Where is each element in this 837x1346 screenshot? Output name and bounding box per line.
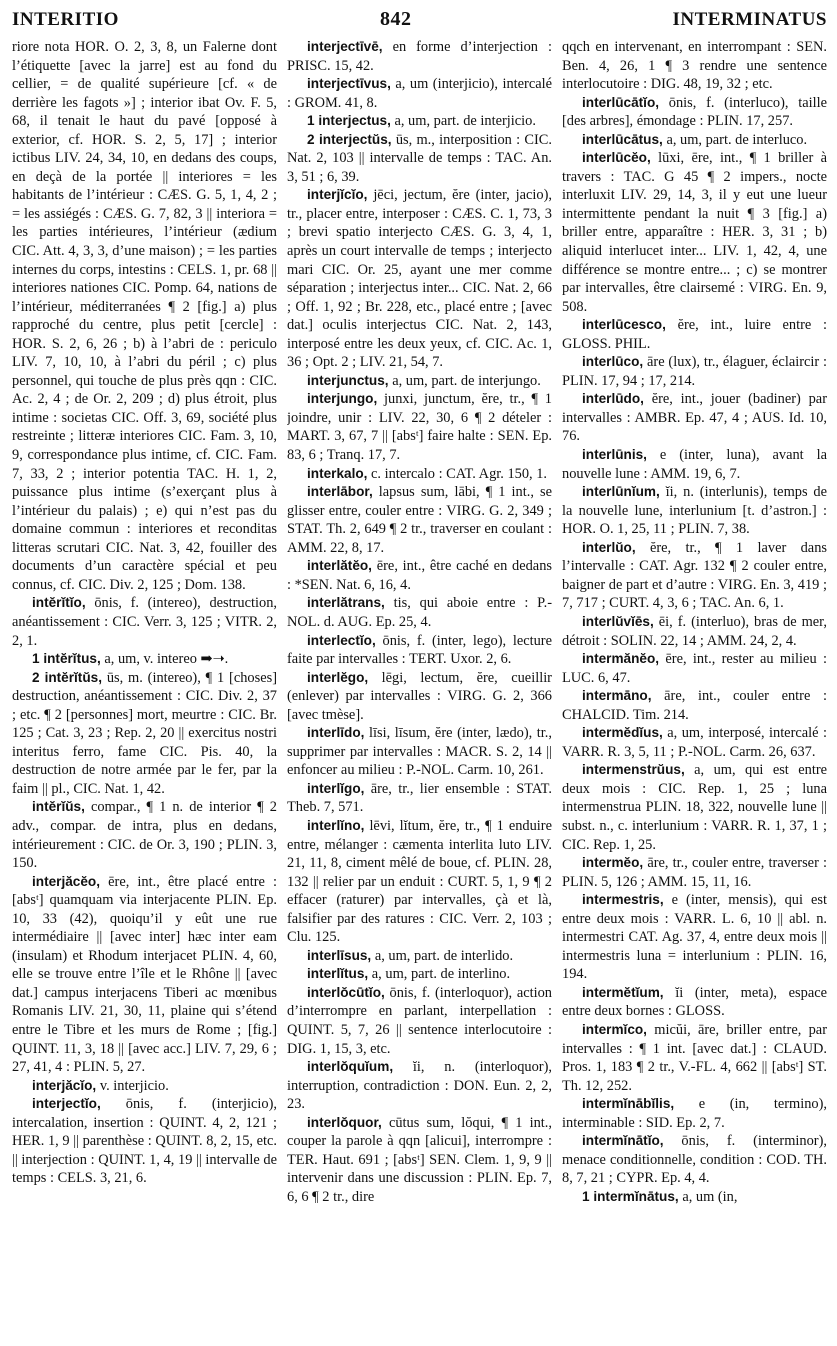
- entry-headword: interlūcātĭo,: [582, 94, 660, 110]
- dictionary-entry: [287, 483, 552, 557]
- entry-definition: a, um, part. de interlido.: [374, 947, 514, 964]
- dictionary-entry: [562, 1095, 827, 1132]
- dictionary-entry: [287, 557, 552, 594]
- entry-definition: micŭi, āre, briller entre, par intervalles : ¶ 1 int. [avec dat.] : CLAUD. Pros. 1, 183 ¶ 2 tr., V.-FL. 4, 662 || [absᵗ] ST. Th. 12, 252.: [562, 1021, 827, 1094]
- dictionary-entry: [287, 1058, 552, 1114]
- entry-headword: interlūnĭum,: [582, 484, 660, 500]
- dictionary-entry: [287, 131, 552, 187]
- dictionary-entry: [287, 372, 552, 391]
- dictionary-entry: [287, 38, 552, 75]
- dictionary-entry: [287, 465, 552, 484]
- dictionary-entry: [562, 94, 827, 131]
- entry-definition: ōnis, f. (interminor), menace conditionnelle, condition : COD. TH. 8, 7, 21 ; CYPR. Ep. 4, 4.: [562, 1133, 827, 1187]
- entry-headword: 1 intĕrĭtus,: [32, 651, 101, 667]
- entry-definition: ĕre, int., luire entre : GLOSS. PHIL.: [562, 317, 827, 352]
- entry-headword: intermĕtĭum,: [582, 984, 664, 1000]
- dictionary-entry: [12, 594, 277, 650]
- entry-headword: interjăcĕo,: [32, 873, 100, 889]
- entry-headword: interlătĕo,: [307, 558, 372, 574]
- header-right-guideword: INTERMINATUS: [672, 9, 827, 30]
- entry-definition: junxi, junctum, ĕre, tr., ¶ 1 joindre, unir : LIV. 22, 30, 6 ¶ 2 dételer : MART. 3, 67, 7 || [absᵗ] faire halte : SEN. Ep. 83, 6 ; Tranq. 17, 7.: [287, 391, 552, 464]
- entry-headword: interlūnis,: [582, 447, 647, 463]
- entry-headword: interlūcātus,: [582, 131, 663, 147]
- entry-headword: interjungo,: [307, 391, 378, 407]
- entry-definition: āre, int., couler entre : CHALCID. Tim. 214.: [562, 688, 827, 723]
- entry-definition: e (inter, luna), avant la nouvelle lune : AMM. 19, 6, 7.: [562, 447, 827, 482]
- entry-definition: a, um, qui est entre deux mois : CIC. Rep. 1, 25 ; luna intermenstrua PLIN. 18, 322, nouvelle lune || subst. n., c. interlunium : VARR. R. 1, 37, 1 ; CIC. Rep. 1, 25.: [562, 762, 827, 853]
- dictionary-entry: [12, 38, 277, 594]
- entry-headword: interlūco,: [582, 354, 644, 370]
- dictionary-entry: [12, 650, 277, 669]
- entry-headword: interlŭvĭēs,: [582, 613, 654, 629]
- entry-headword: interlătrans,: [307, 595, 385, 611]
- dictionary-entry: [287, 780, 552, 817]
- entry-headword: interkalo,: [307, 465, 368, 481]
- entry-headword: interjĭcĭo,: [307, 187, 368, 203]
- entry-headword: interlūcesco,: [582, 317, 666, 333]
- column-2: [287, 38, 552, 1338]
- entry-definition: lapsus sum, lābi, ¶ 1 int., se glisser entre, couler entre : VIRG. G. 2, 349 ; STAT. Th. 2, 649 ¶ 2 tr., traverser en coulant : AMM. 22, 8, 17.: [287, 484, 552, 556]
- dictionary-entry: [562, 446, 827, 483]
- entry-definition: āre, tr., lier ensemble : STAT. Theb. 7, 571.: [287, 780, 552, 816]
- dictionary-entry: [562, 854, 827, 891]
- dictionary-entry: [562, 724, 827, 761]
- entry-definition: jēci, jectum, ĕre (inter, jacio), tr., placer entre, interposer : CÆS. C. 1, 73, 3 ; brevi spatio interjecto CÆS. G. 3, 4, 1, après un court intervalle de temps ; interjecto mari CIC. Or. 25, ayant une mer comme séparation ; interjectus inter... CIC. Nat. 2, 66 ; Off. 1, 92 ; Br. 228, etc., placé entre ; [avec dat.] oculis interjectus CIC. Nat. 2, 143, interposé entre les deux yeux, cf. CIC. Ac. 1, 36 ; Opt. 2 ; LIV. 21, 54, 7.: [287, 187, 552, 371]
- entry-headword: 1 interjectus,: [307, 113, 391, 129]
- entry-headword: interlĭgo,: [307, 780, 365, 796]
- entry-definition: en forme d’interjection : PRISC. 15, 42.: [287, 39, 552, 74]
- dictionary-entry: [562, 1021, 827, 1095]
- entry-definition: āre (lux), tr., élaguer, éclaircir : PLIN. 17, 94 ; 17, 214.: [562, 354, 827, 389]
- dictionary-entry: [562, 761, 827, 854]
- dictionary-entry: [562, 539, 827, 613]
- entry-definition: qqch en intervenant, en interrompant : SEN. Ben. 4, 26, 1 ¶ 3 rendre une sentence interlocutoire : DIG. 48, 19, 32 ; etc.: [562, 39, 827, 93]
- entry-headword: interlŏquĭum,: [307, 1059, 394, 1075]
- entry-definition: līsi, līsum, ĕre (inter, lædo), tr., supprimer par intervalles : MACR. S. 2, 14 || enfoncer au milieu : P.-NOL. Carm. 10, 261.: [287, 725, 552, 779]
- dictionary-entry: [287, 984, 552, 1058]
- dictionary-entry: [287, 817, 552, 947]
- entry-definition: ūs, m., interposition : CIC. Nat. 2, 103 || intervalle de temps : TAC. An. 3, 51 ; 6, 39.: [287, 131, 552, 185]
- entry-definition: riore nota HOR. O. 2, 3, 8, un Falerne dont l’étiquette [avec la jarre] est au fond du cellier, = de qualité supérieure [cf. « de derrière les fagots »] ; interior ibat Ov. F. 5, 68, il tenait le haut du pavé [opposé à exterior, cf. HOR. S. 2, 5, 17] ; interior ictibus LIV. 24, 34, 10, en dedans des coups, en deçà de la portée || interiores = les habitants de l’intérieur : CÆS. G. 5, 1, 4, 2 ; = les assiégés : CÆS. G. 7, 82, 3 || interiora = les parties intérieures, l’intérieur (ædium CIC. Att. 4, 3, 3, d’une maison) ; = les parties internes du corps, intestins : CELS. 1, pr. 68 || interiores nationes CIC. Pomp. 64, nations de l’intérieur, méditerranées ¶ 2 [fig.] a) plus rapproché du centre, plus petit [cercle] : HOR. S. 2, 6, 26 ; b) à l’abri de : periculo LIV. 7, 10, 10, à l’abri du péril ; c) plus personnel, qui touche de plus près qqn : CIC. Ac. 2, 4 ; de Or. 2, 209 ; d) plus étroit, plus intime : societas CIC. Off. 3, 69, société plus restreinte ; litteræ interiores CIC. Fam. 3, 10, 9, correspondance plus intime, cf. CIC. Fam. 7, 33, 2 ; interior potentia TAC. H. 1, 2, puissance plus intime (s’exerçant plus à l’intérieur du palais) ; e) qui n’est pas du domaine commun : interiores et reconditas litteras scrutari CIC. Nat. 3, 42, fouiller des documents d’un caractère spécial et peu connus, cf. CIC. Div. 2, 125 ; Dom. 138.: [12, 39, 277, 593]
- entry-definition: ĕre, int., jouer (badiner) par intervalles : AMBR. Ep. 47, 4 ; AUS. Id. 10, 76.: [562, 391, 827, 445]
- entry-headword: interlīdo,: [307, 725, 365, 741]
- entry-headword: intermĕo,: [582, 855, 644, 871]
- entry-headword: intermenstrŭus,: [582, 762, 685, 778]
- text-columns: [12, 38, 827, 1338]
- dictionary-entry: [562, 316, 827, 353]
- entry-definition: a, um, part. de interlino.: [371, 966, 511, 983]
- entry-headword: intermĭnātĭo,: [582, 1133, 664, 1149]
- entry-definition: āre, tr., couler entre, traverser : PLIN. 5, 126 ; AMM. 15, 11, 16.: [562, 855, 827, 890]
- entry-definition: ūs, m. (intereo), ¶ 1 [choses] destruction, anéantissement : CIC. Div. 2, 37 ; etc. ¶ 2 [personnes] mort, meurtre : CIC. Br. 125 ; Cat. 3, 23 ; Rep. 2, 20 || exercitus nostri interitus ferro, fame CIC. Pis. 40, la destruction de notre armée par le fer, par la faim || pl., CIC. Nat. 1, 42.: [12, 669, 277, 797]
- entry-definition: a, um, part. de interluco.: [666, 131, 808, 148]
- dictionary-entry: [12, 1095, 277, 1188]
- column-1: [12, 38, 277, 1338]
- dictionary-entry: [12, 669, 277, 799]
- dictionary-entry: [562, 483, 827, 539]
- entry-definition: ōnis, f. (interloquor), action d’interrompre en parlant, interpellation : QUINT. 5, 7, 26 || sentence interlocutoire : DIG. 1, 15, 3, etc.: [287, 984, 552, 1057]
- dictionary-entry: [562, 390, 827, 446]
- entry-definition: ēre, int., être placé entre : [absᵗ] quamquam via interjacente PLIN. Ep. 10, 33 (42), quoiqu’il y eût une rue intermédiaire || [avec inter] hæc inter eam (insulam) et Rhodum interjacet PLIN. 4, 60, elle se trouve entre l’île et le Rhône || [avec dat.] campus interjacens Tiberi ac mœnibus Romanis LIV. 21, 30, 11, plaine qui s’étend entre le Tibre et les murs de Rome ; [fig.] QUINT. 11, 3, 18 || [avec acc.] LIV. 7, 29, 6 ; 27, 41, 4 : PLIN. 5, 27.: [12, 873, 277, 1076]
- dictionary-entry: [287, 632, 552, 669]
- dictionary-entry: [287, 724, 552, 780]
- entry-definition: ōnis, f. (intereo), destruction, anéantissement : CIC. Verr. 3, 125 ; VITR. 2, 2, 1.: [12, 595, 277, 649]
- page-number: 842: [379, 8, 412, 30]
- entry-definition: a, um, interposé, intercalé : VARR. R. 3, 5, 11 ; P.-NOL. Carm. 26, 637.: [562, 725, 827, 760]
- entry-definition: ēre, int., être caché en dedans : *SEN. Nat. 6, 16, 4.: [287, 558, 552, 593]
- entry-headword: interlūcĕo,: [582, 150, 651, 166]
- entry-definition: a, um, part. de interjicio.: [394, 113, 536, 130]
- entry-headword: interlectĭo,: [307, 632, 376, 648]
- entry-headword: intermestris,: [582, 892, 664, 908]
- entry-definition: ĕre, tr., ¶ 1 laver dans l’intervalle : CAT. Agr. 132 ¶ 2 couler entre, baigner de part et d’autre : VIRG. En. 3, 419 ; 7, 717 ; CURT. 4, 3, 6 ; TAC. An. 6, 1.: [562, 539, 827, 612]
- entry-headword: interjăcĭo,: [32, 1077, 97, 1093]
- entry-headword: interlĕgo,: [307, 669, 369, 685]
- entry-definition: c. intercalo : CAT. Agr. 150, 1.: [371, 465, 548, 482]
- dictionary-entry: [287, 186, 552, 371]
- dictionary-entry: [562, 38, 827, 94]
- entry-headword: interlĭtus,: [307, 966, 369, 982]
- dictionary-entry: [12, 798, 277, 872]
- entry-definition: a, um, part. de interjungo.: [392, 372, 541, 389]
- entry-headword: interjectĭo,: [32, 1096, 101, 1112]
- dictionary-entry: [562, 687, 827, 724]
- entry-headword: interjectīvē,: [307, 39, 383, 54]
- entry-definition: ēre, int., rester au milieu : LUC. 6, 47.: [562, 651, 827, 686]
- entry-definition: ĭi, n. (interlunis), temps de la nouvelle lune, interlunium [t. d’astron.] : HOR. O. 1, 25, 11 ; PLIN. 7, 38.: [562, 484, 827, 538]
- dictionary-entry: [562, 131, 827, 150]
- entry-definition: ōnis, f. (inter, lego), lecture faite par intervalles : TERT. Uxor. 2, 6.: [287, 632, 552, 668]
- entry-definition: ōnis, f. (interjicio), intercalation, insertion : QUINT. 4, 2, 121 ; HER. 1, 9 || parenthèse : QUINT. 8, 2, 15, etc. || interjection : QUINT. 1, 4, 19 || intervalle de temps : CELS. 3, 21, 6.: [12, 1096, 277, 1187]
- dictionary-entry: [287, 1114, 552, 1207]
- entry-headword: interlīsus,: [307, 947, 372, 963]
- column-3: [562, 38, 827, 1338]
- entry-headword: intermĕdĭus,: [582, 725, 663, 741]
- entry-definition: v. interjicio.: [99, 1077, 169, 1094]
- dictionary-entry: [287, 669, 552, 725]
- entry-headword: interjectīvus,: [307, 76, 391, 92]
- entry-definition: tis, qui aboie entre : P.-NOL. d. AUG. Ep. 25, 4.: [287, 595, 552, 630]
- entry-headword: interlŭo,: [582, 539, 636, 555]
- running-header: [12, 8, 827, 38]
- entry-definition: a, um (in,: [682, 1188, 738, 1205]
- dictionary-entry: [287, 947, 552, 966]
- dictionary-entry: [562, 149, 827, 316]
- entry-headword: interlŏquor,: [307, 1114, 382, 1130]
- dictionary-entry: [287, 594, 552, 631]
- dictionary-entry: [562, 984, 827, 1021]
- dictionary-entry: [287, 390, 552, 464]
- header-left-guideword: INTERITIO: [12, 9, 119, 30]
- entry-headword: 1 intermĭnātus,: [582, 1188, 679, 1204]
- entry-headword: 2 intĕrĭtŭs,: [32, 669, 102, 685]
- entry-definition: ēi, f. (interluo), bras de mer, détroit : SOLIN. 22, 14 ; AMM. 24, 2, 4.: [562, 613, 827, 649]
- dictionary-entry: [562, 1188, 827, 1207]
- dictionary-entry: [12, 1077, 277, 1096]
- entry-definition: ĭi (inter, meta), espace entre deux bornes : GLOSS.: [562, 984, 827, 1020]
- entry-headword: interlŏcūtĭo,: [307, 984, 385, 1000]
- entry-definition: compar., ¶ 1 n. de interior ¶ 2 adv., compar. de intra, plus en dedans, intérieurement : CIC. de Or. 3, 190 ; PLIN. 3, 150.: [12, 799, 277, 872]
- entry-headword: interlūdo,: [582, 391, 644, 407]
- entry-headword: interjunctus,: [307, 372, 389, 388]
- dictionary-entry: [287, 112, 552, 131]
- entry-headword: intermāno,: [582, 688, 652, 704]
- entry-definition: lēvi, lĭtum, ĕre, tr., ¶ 1 enduire entre, mélanger : cæmenta interlita luto LIV. 21, 11, 8, ciment mêlé de boue, cf. PLIN. 28, 132 || relier par un enduit : CURT. 5, 1, 9 ¶ 2 effacer (raturer) par intervalles, çà et là, falsifier par des ratures : CIC. Verr. 2, 103 ; Clu. 125.: [287, 817, 552, 946]
- entry-headword: intermĭnābĭlis,: [582, 1096, 675, 1112]
- entry-definition: lēgi, lectum, ĕre, cueillir (enlever) par intervalles : VIRG. G. 2, 366 [avec tmèse].: [287, 669, 552, 723]
- entry-definition: e (inter, mensis), qui est entre deux mois : VARR. L. 6, 10 || abl. n. intermestri CAT. Ag. 37, 4, entre deux mois || intermestris luna = interlunium : PLIN. 16, 194.: [562, 892, 827, 983]
- entry-headword: 2 interjectŭs,: [307, 131, 392, 147]
- dictionary-entry: [562, 650, 827, 687]
- entry-headword: intĕrĭtĭo,: [32, 595, 86, 611]
- entry-headword: intermĭco,: [582, 1021, 647, 1037]
- entry-definition: a, um, v. intereo ➡➝.: [104, 651, 229, 668]
- dictionary-entry: [12, 873, 277, 1077]
- dictionary-entry: [562, 613, 827, 650]
- entry-definition: cūtus sum, lŏqui, ¶ 1 int., couper la parole à qqn [alicui], interrompre : TER. Haut. 691 ; [absᵗ] SEN. Clem. 1, 9, 9 || intervenir dans une discussion : PLIN. Ep. 7, 6, 6 ¶ 2 tr., dire: [287, 1114, 552, 1205]
- dictionary-entry: [562, 353, 827, 390]
- entry-headword: interlĭno,: [307, 817, 365, 833]
- entry-headword: intĕrĭŭs,: [32, 799, 85, 815]
- entry-definition: ōnis, f. (interluco), taille [des arbres], émondage : PLIN. 17, 257.: [562, 94, 827, 130]
- dictionary-entry: [287, 965, 552, 984]
- entry-definition: a, um (interjicio), intercalé : GROM. 41, 8.: [287, 76, 552, 111]
- dictionary-entry: [562, 891, 827, 984]
- entry-definition: lūxi, ēre, int., ¶ 1 briller à travers : TAC. G 45 ¶ 2 impers., nocte interluxit LIV. 29, 14, 3, il y eut une lueur intermittente pendant la nuit ¶ 3 [fig.] a) briller entre, apparaître : HER. 3, 31 ; b) aliquid interlucet inter... LIV. 1, 42, 4, une différence se montre entre... ; c) se montrer par intervalles, être clairsemé : VIRG. En. 9, 508.: [562, 150, 827, 315]
- entry-headword: interlābor,: [307, 484, 373, 500]
- entry-definition: e (in, termino), interminable : SID. Ep. 2, 7.: [562, 1096, 827, 1131]
- entry-definition: ĭi, n. (interloquor), interruption, contradiction : DON. Eun. 2, 2, 23.: [287, 1059, 552, 1113]
- dictionary-entry: [562, 1132, 827, 1188]
- dictionary-entry: [287, 75, 552, 112]
- entry-headword: intermănĕo,: [582, 651, 660, 667]
